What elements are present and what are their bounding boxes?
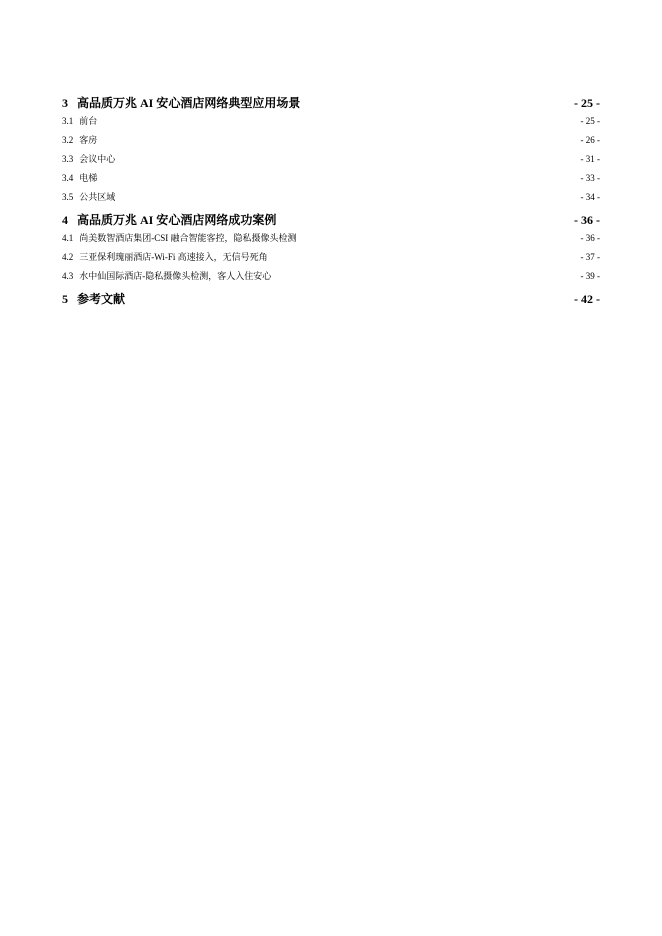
toc-section-number: 3.4 [62,173,74,183]
toc-section-title: 水中仙国际酒店-隐私摄像头检测，客人入住安心 [79,271,272,281]
toc-page-number: - 36 - [580,229,601,248]
toc-page-number: - 39 - [580,267,601,286]
toc-section-title: 尚美数智酒店集团-CSI 融合智能客控，隐私摄像头检测 [79,233,297,243]
toc-page-number: - 26 - [580,131,601,150]
toc-page-number: - 33 - [580,169,601,188]
toc-chapter-title: 高品质万兆 AI 安心酒店网络典型应用场景 [77,96,301,110]
toc-section-number: 3.5 [62,192,74,202]
toc-section-title: 会议中心 [79,154,116,164]
toc-chapter-3[interactable] [62,94,600,112]
toc-section-3-4[interactable] [62,169,600,188]
toc-section-title: 三亚保利瑰丽酒店-Wi-Fi 高速接入，无信号死角 [79,252,268,262]
toc-chapter-number: 3 [62,96,68,110]
toc-section-4-2[interactable] [62,248,600,267]
toc-page-number: - 25 - [580,112,601,131]
toc-section-4-3[interactable] [62,267,600,286]
toc-page-number: - 34 - [580,188,601,207]
toc-chapter-title: 参考文献 [77,292,126,306]
toc-section-title: 公共区域 [79,192,116,202]
toc-section-3-2[interactable] [62,131,600,150]
toc-section-4-1[interactable] [62,229,600,248]
toc-chapter-5[interactable] [62,290,600,308]
toc-section-number: 3.2 [62,135,74,145]
toc-page-number: - 25 - [574,96,600,110]
toc-section-3-5[interactable] [62,188,600,207]
toc-chapter-number: 4 [62,213,68,227]
toc-chapter-title: 高品质万兆 AI 安心酒店网络成功案例 [77,213,277,227]
toc-chapter-number: 5 [62,292,68,306]
toc-page-number: - 31 - [580,150,601,169]
toc-section-3-3[interactable] [62,150,600,169]
toc-chapter-4[interactable] [62,211,600,229]
toc-section-title: 前台 [79,116,98,126]
toc-page-number: - 42 - [574,292,600,306]
toc-section-number: 3.3 [62,154,74,164]
toc-page-number: - 36 - [574,213,600,227]
table-of-contents [62,94,600,308]
toc-section-number: 4.2 [62,252,74,262]
toc-section-3-1[interactable] [62,112,600,131]
toc-section-number: 4.3 [62,271,74,281]
toc-section-title: 电梯 [79,173,98,183]
toc-section-title: 客房 [79,135,98,145]
toc-section-number: 4.1 [62,233,74,243]
toc-section-number: 3.1 [62,116,74,126]
toc-page-number: - 37 - [580,248,601,267]
